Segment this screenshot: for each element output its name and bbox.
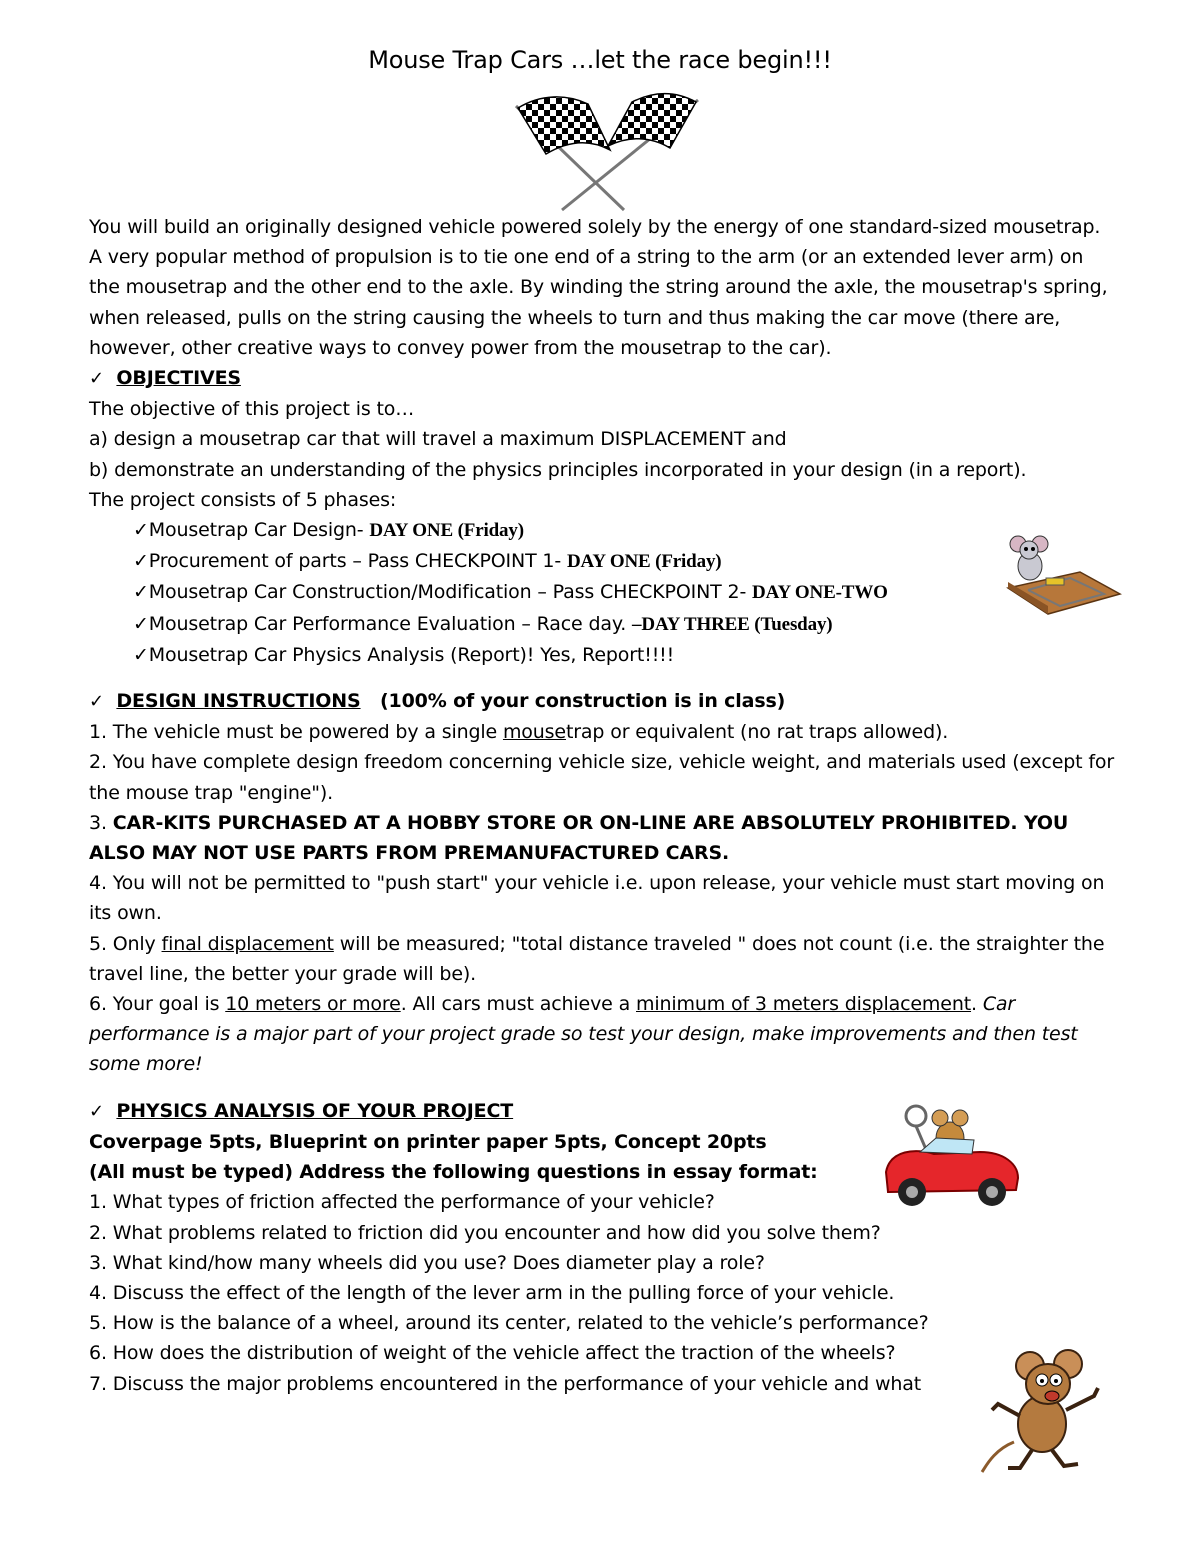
checkmark-icon: ✓ [133,581,149,604]
cartoon-mouse-icon [980,1346,1108,1474]
phase-item [89,546,1119,577]
objectives-line: b) demonstrate an understanding of the physics principles incorporated in your design (in a report). [89,458,1027,481]
design-item-text: 1. The vehicle must be powered by a single [89,721,503,744]
phase-text: Procurement of parts – Pass CHECKPOINT 1- [148,550,567,573]
checkmark-icon: ✓ [133,612,149,635]
design-item-2: 2. You have complete design freedom concerning vehicle size, vehicle weight, and materials used (except for the mouse trap "engine"). [89,751,1115,804]
checkered-flags-icon [496,86,718,212]
physics-question: 2. What problems related to friction did you encounter and how did you solve them? [89,1221,881,1244]
design-heading-line [89,686,1119,717]
physics-question: 3. What kind/how many wheels did you use? Does diameter play a role? [89,1251,765,1274]
physics-question: 7. Discuss the major problems encountered in the performance of your vehicle and what [89,1372,922,1395]
mouse-driving-car-icon [876,1094,1024,1210]
design-item-4: 4. You will not be permitted to "push start" your vehicle i.e. upon release, your vehicle must start moving on its own. [89,872,1105,925]
physics-question: 4. Discuss the effect of the length of the lever arm in the pulling force of your vehicle. [89,1281,895,1304]
physics-points: Coverpage 5pts, Blueprint on printer paper 5pts, Concept 20pts [89,1130,767,1153]
phase-text: Mousetrap Car Performance Evaluation – Race day. [148,612,633,635]
design-item-text: 6. Your goal is [89,993,226,1016]
phase-day: DAY ONE (Friday) [566,551,722,573]
phase-text: Mousetrap Car Construction/Modification – Pass CHECKPOINT 2- [148,581,753,604]
phase-item [89,640,1119,670]
checkmark-icon: ✓ [89,1100,104,1122]
section-spacer [89,670,1119,686]
design-item-text: . All cars must achieve a [400,993,636,1016]
physics-instruction: (All must be typed) Address the following questions in essay format: [89,1161,818,1184]
design-note: (100% of your construction is in class) [379,690,786,713]
objectives-heading-line [89,363,1119,394]
phase-day: DAY ONE (Friday) [369,520,524,542]
objectives-line: The project consists of 5 phases: [89,488,397,511]
intro-paragraph-1: You will build an originally designed vehicle powered solely by the energy of one standard-sized mousetrap. [89,216,1101,238]
checkmark-icon: ✓ [89,368,104,390]
objectives-line: The objective of this project is to… [89,398,415,421]
objectives-line: a) design a mousetrap car that will travel a maximum DISPLACEMENT and [89,428,787,451]
phase-text: Mousetrap Car Physics Analysis (Report)! Yes, Report!!!! [148,643,675,666]
design-item-3 [89,808,1119,868]
page-title: Mouse Trap Cars …let the race begin!!! [368,46,832,74]
phase-day: –DAY THREE (Tuesday) [632,613,833,635]
design-item-italic: Car performance is a major part of your project grade so test your design, make improvements and then test some more! [89,993,1078,1076]
checkmark-icon: ✓ [89,691,104,713]
objectives-heading: OBJECTIVES [116,367,241,390]
design-heading: DESIGN INSTRUCTIONS [116,690,361,713]
design-item-underlined: 10 meters or more [225,993,401,1016]
design-item-5 [89,929,1119,989]
design-item-number: 3. [89,811,113,834]
design-item-underlined: final displacement [161,932,334,955]
phase-item [89,609,1119,640]
mouse-on-trap-icon [1000,532,1122,616]
design-item-warning: CAR-KITS PURCHASED AT A HOBBY STORE OR ON-LINE ARE ABSOLUTELY PROHIBITED. YOU ALSO MAY NOT USE PARTS FROM PREMANUFACTURED CARS. [89,811,1069,865]
design-item-6 [89,989,1119,1080]
design-item-underlined: minimum of 3 meters displacement [636,993,972,1016]
phase-item [89,515,1119,546]
checkmark-icon: ✓ [133,519,149,542]
physics-question: 1. What types of friction affected the performance of your vehicle? [89,1191,715,1214]
intro-paragraph-2: A very popular method of propulsion is to tie one end of a string to the arm (or an extended lever arm) on the mousetrap and the other end to the axle. By winding the string around the axle, the mousetrap's spring, when released, pulls on the string causing the wheels to turn and thus making the car move (there are, however, other creative ways to convey power from the mousetrap to the car). [89,246,1108,359]
physics-question: 5. How is the balance of a wheel, around its center, related to the vehicle’s performance? [89,1312,929,1335]
design-item-1 [89,717,1119,747]
design-item-text: 5. Only [89,932,162,955]
phase-item [89,577,1119,608]
document-body [89,212,1119,1399]
phase-text: Mousetrap Car Design- [148,519,370,542]
checkmark-icon: ✓ [133,643,149,666]
phase-day: DAY ONE-TWO [752,582,888,604]
design-item-text: trap or equivalent (no rat traps allowed). [565,721,949,744]
design-item-text: will be measured; "total distance traveled " does not count (i.e. the straighter the travel line, the better your grade will be). [89,932,1105,985]
physics-question: 6. How does the distribution of weight of the vehicle affect the traction of the wheels? [89,1342,896,1365]
design-item-text: . [971,993,983,1016]
physics-heading: PHYSICS ANALYSIS OF YOUR PROJECT [116,1099,514,1122]
design-item-underlined: mouse [502,721,566,744]
checkmark-icon: ✓ [133,550,149,573]
